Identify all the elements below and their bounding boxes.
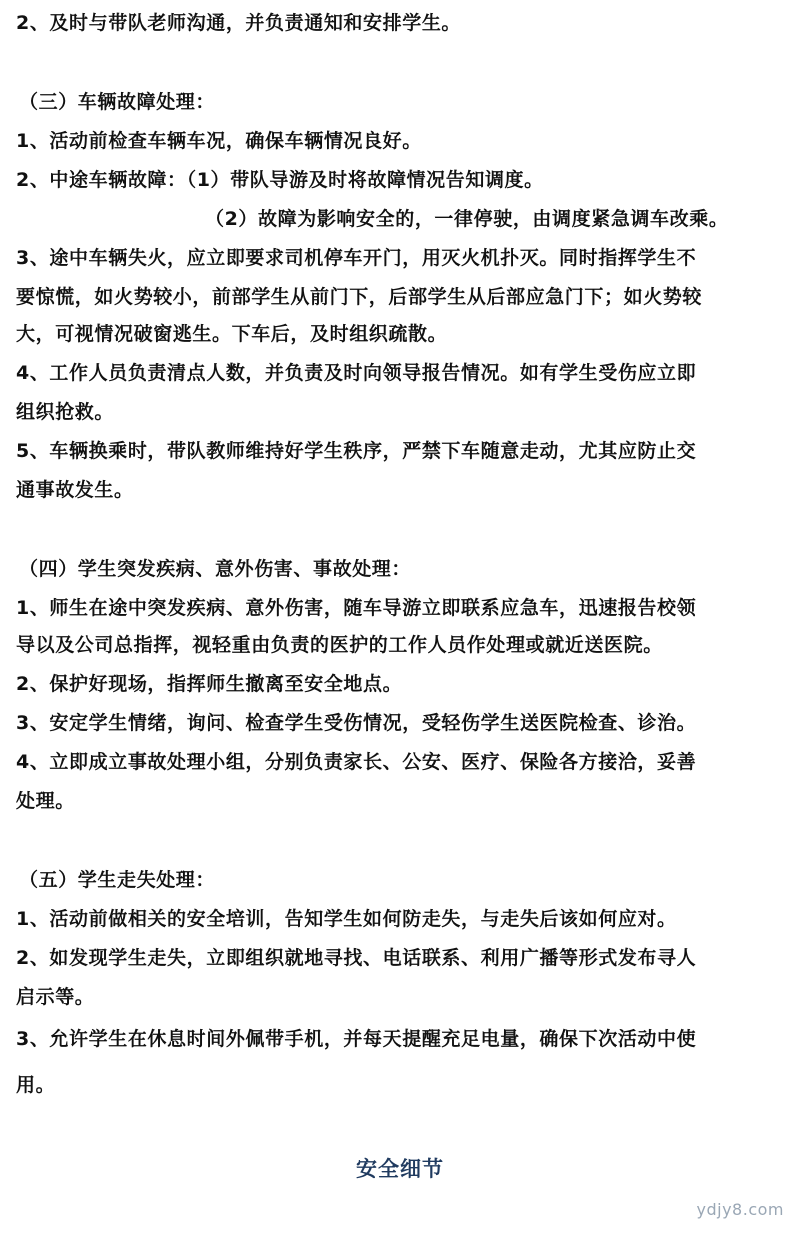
text-line: 1、活动前做相关的安全培训，告知学生如何防走失，与走失后该如何应对。	[16, 908, 677, 930]
text-line: 3、允许学生在休息时间外佩带手机，并每天提醒充足电量，确保下次活动中使	[16, 1028, 697, 1050]
text-line: 3、途中车辆失火，应立即要求司机停车开门，用灭火机扑灭。同时指挥学生不	[16, 247, 697, 269]
text-line: 1、活动前检查车辆车况，确保车辆情况良好。	[16, 130, 422, 152]
section-heading-missing-student: （五）学生走失处理：	[19, 869, 216, 891]
watermark: ydjy8.com	[696, 1200, 784, 1219]
text-line: 启示等。	[16, 986, 95, 1008]
text-line: 大，可视情况破窗逃生。下车后，及时组织疏散。	[16, 323, 448, 345]
text-line: 4、工作人员负责清点人数，并负责及时向领导报告情况。如有学生受伤应立即	[16, 362, 697, 384]
text-line: 通事故发生。	[16, 479, 134, 501]
section-heading-vehicle-fault: （三）车辆故障处理：	[19, 91, 216, 113]
section-heading-illness-injury: （四）学生突发疾病、意外伤害、事故处理：	[19, 558, 412, 580]
text-line: 3、安定学生情绪，询问、检查学生受伤情况，受轻伤学生送医院检查、诊治。	[16, 712, 697, 734]
text-line: 2、中途车辆故障：（1）带队导游及时将故障情况告知调度。	[16, 169, 544, 191]
text-line: 1、师生在途中突发疾病、意外伤害，随车导游立即联系应急车，迅速报告校领	[16, 597, 697, 619]
text-line: 2、保护好现场，指挥师生撤离至安全地点。	[16, 673, 403, 695]
text-line: 4、立即成立事故处理小组，分别负责家长、公安、医疗、保险各方接洽，妥善	[16, 751, 697, 773]
text-line: 导以及公司总指挥，视轻重由负责的医护的工作人员作处理或就近送医院。	[16, 634, 663, 656]
text-line: 5、车辆换乘时，带队教师维持好学生秩序，严禁下车随意走动，尤其应防止交	[16, 440, 697, 462]
text-line: 用。	[16, 1074, 56, 1096]
text-line: 2、如发现学生走失，立即组织就地寻找、电话联系、利用广播等形式发布寻人	[16, 947, 697, 969]
text-line: （2）故障为影响安全的，一律停驶，由调度紧急调车改乘。	[205, 208, 729, 230]
section-title: 安全细节	[356, 1157, 444, 1181]
text-line: 要惊慌，如火势较小，前部学生从前门下，后部学生从后部应急门下；如火势较	[16, 286, 703, 308]
text-line: 组织抢救。	[16, 401, 115, 423]
text-line: 2、及时与带队老师沟通，并负责通知和安排学生。	[16, 12, 462, 34]
text-line: 处理。	[16, 790, 75, 812]
